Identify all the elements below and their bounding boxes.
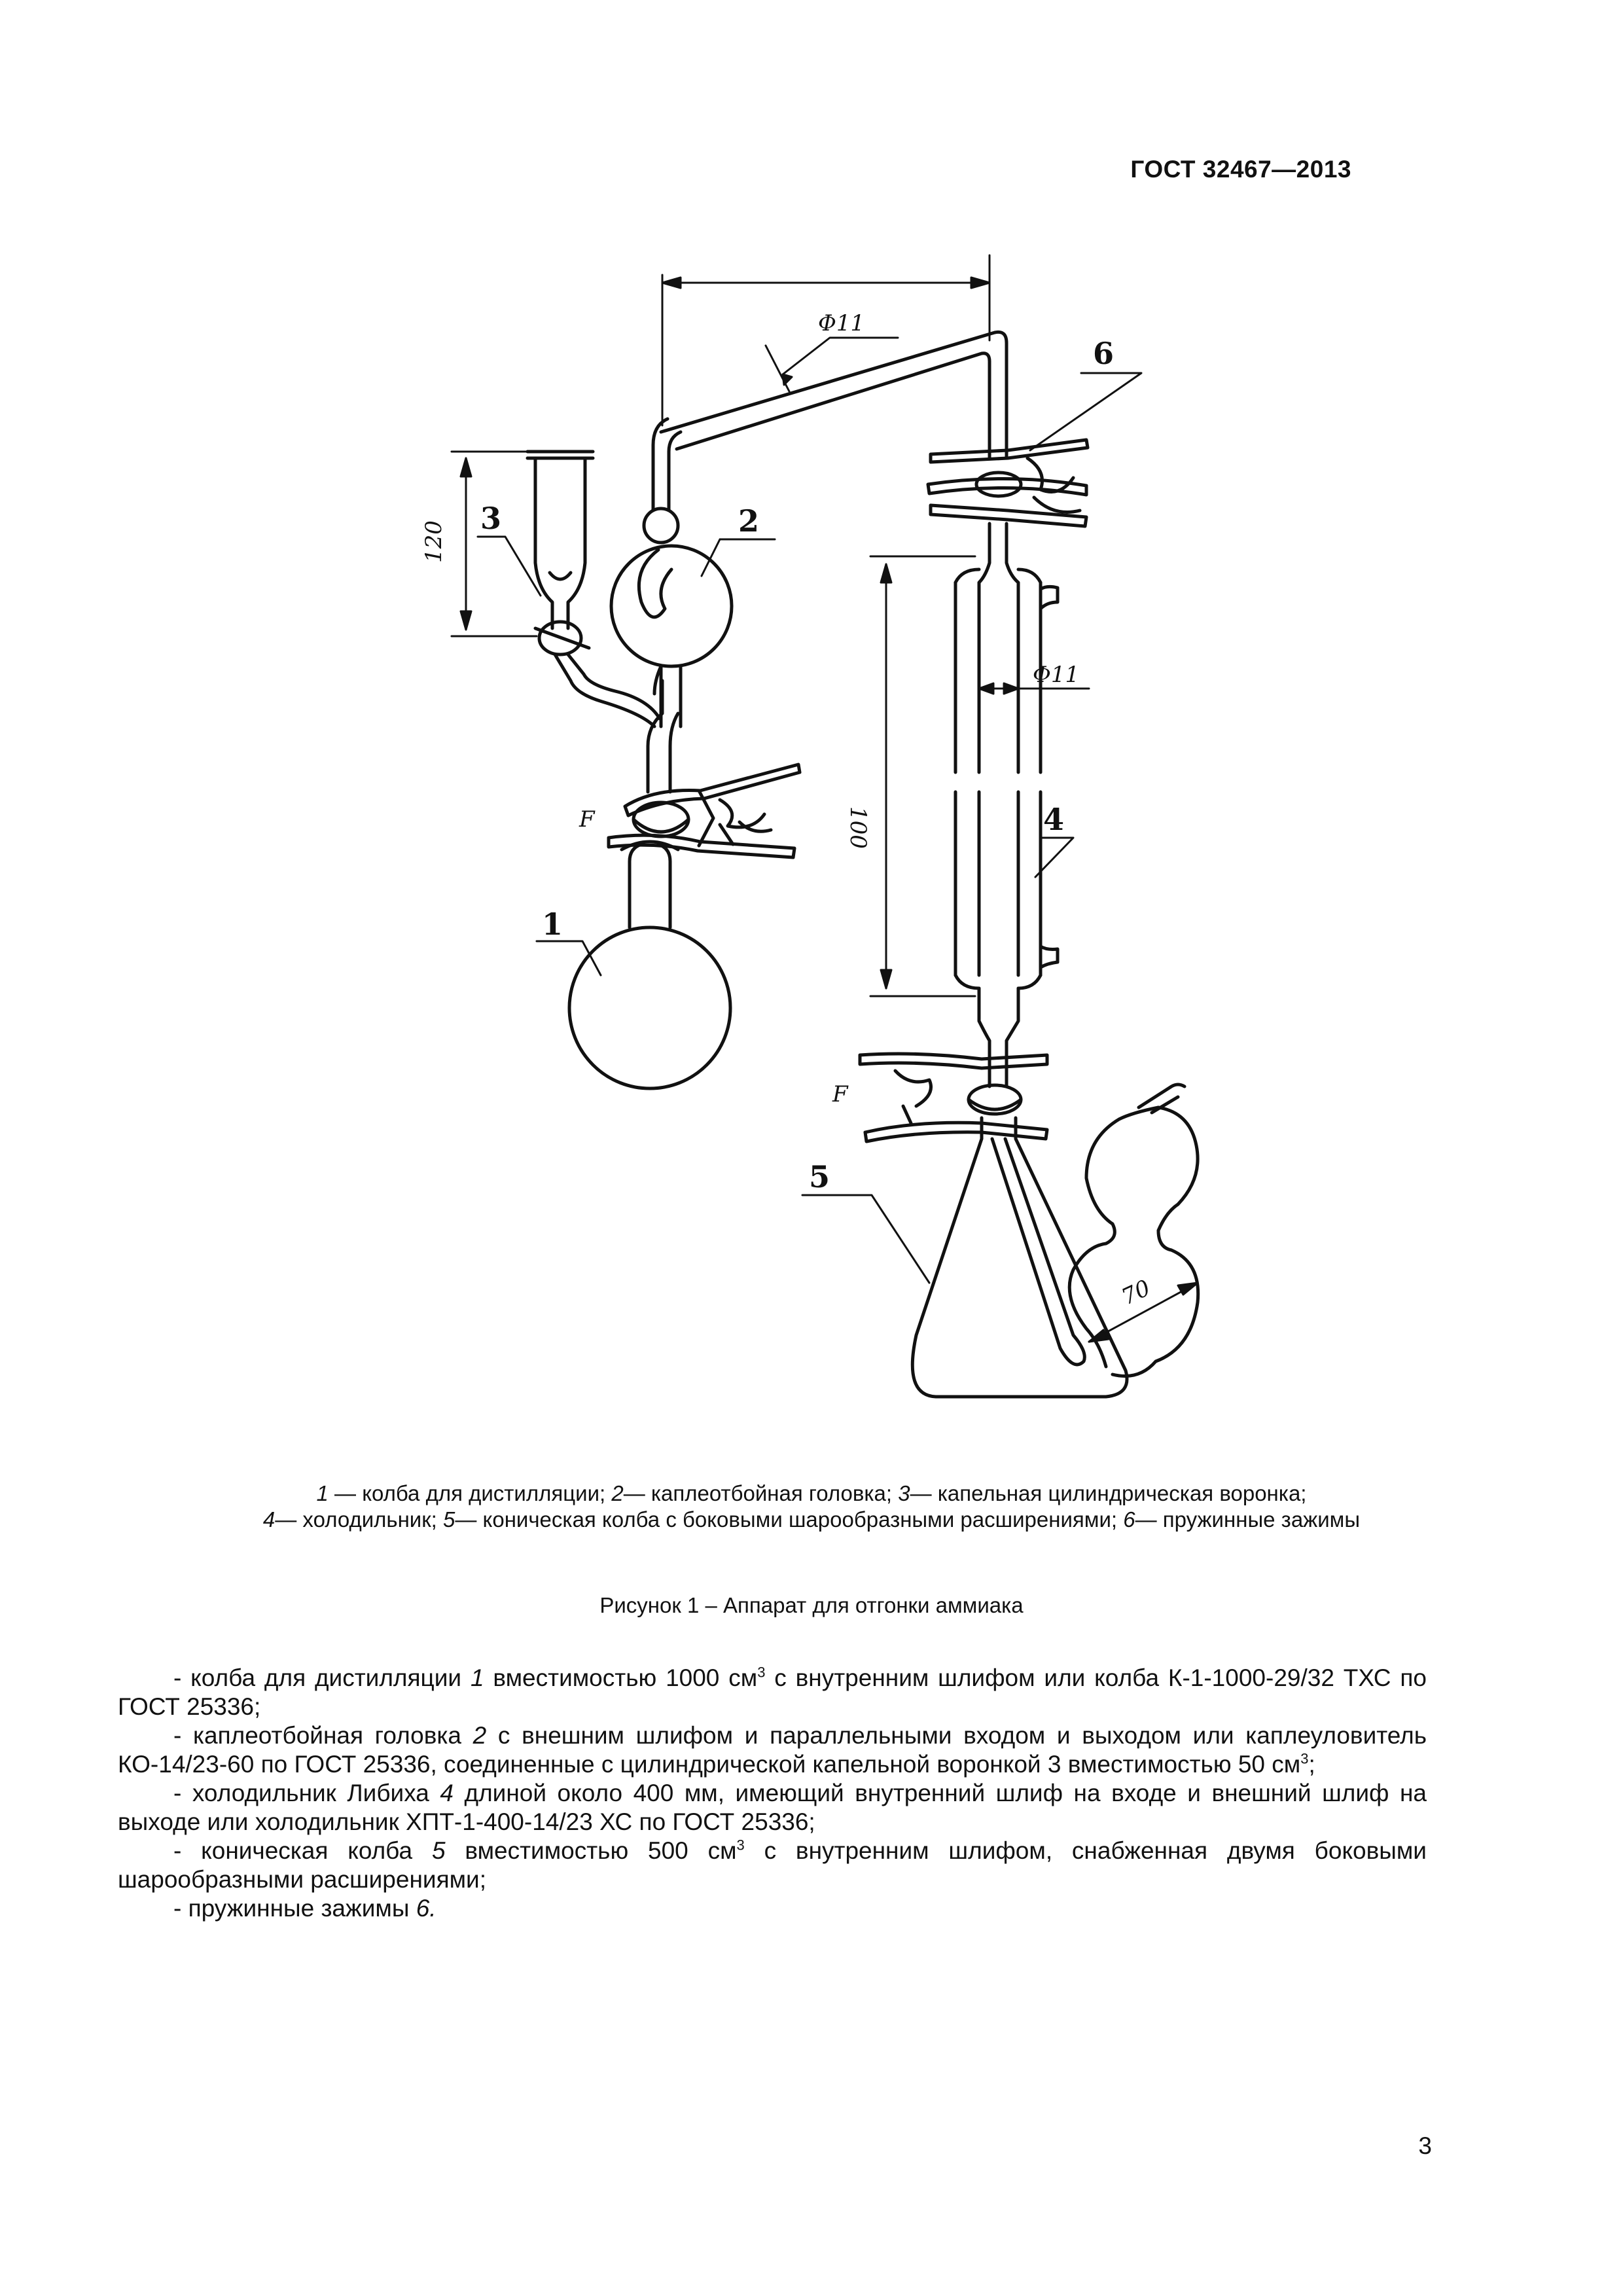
label-5: 5 — [809, 1159, 830, 1194]
condenser-length-label: 100 — [845, 806, 871, 849]
label-6: 6 — [1093, 336, 1115, 371]
legend-text-6: — пружинные зажимы — [1135, 1507, 1361, 1532]
legend-text-5: — коническая колба с боковыми шарообразными расширениями; — [455, 1507, 1124, 1532]
legend-num-4: 4 — [262, 1507, 276, 1532]
phi-condenser-label: Φ11 — [1033, 662, 1080, 688]
list-item: - каплеотбойная головка 2 с внешним шлифом и параллельными входом и выходом или каплеуловитель КО-14/23-60 по ГОСТ 25336, соединенные с цилиндрической капельной воронкой 3 вместимостью 50 $см^3$; — [118, 1722, 1427, 1778]
spring-clamp-upper — [609, 764, 800, 857]
splash-head — [611, 419, 732, 726]
clamp-label-f-lower: F — [832, 1081, 848, 1107]
bulb-diameter-label: 70 — [1117, 1274, 1154, 1311]
legend-text-4: — холодильник; — [275, 1507, 444, 1532]
legend-num-1: 1 — [316, 1481, 329, 1505]
label-1: 1 — [542, 906, 563, 942]
page-number: 3 — [1418, 2132, 1432, 2159]
label-3: 3 — [480, 501, 502, 536]
condenser-length-dimension — [870, 556, 975, 996]
legend-num-6: 6 — [1123, 1507, 1135, 1532]
list-item: - холодильник Либиха 4 длиной около 400 мм, имеющий внутренний шлиф на входе и внешний шлиф на выходе или холодильник ХПТ-1-400-14/23 ХС по ГОСТ 25336; — [118, 1780, 1427, 1835]
flask-neck — [648, 681, 678, 792]
legend-text-3: — капельная цилиндрическая воронка; — [910, 1481, 1307, 1505]
legend-text-2: — каплеотбойная головка; — [623, 1481, 899, 1505]
list-item: - коническая колба 5 вместимостью 500 $см^3$ с внутренним шлифом, снабженная двумя боковыми шарообразными расширениями; — [118, 1837, 1427, 1893]
equipment-list — [118, 1664, 1427, 1923]
label-4: 4 — [1043, 802, 1065, 837]
clamp-label-f-upper: F — [579, 806, 595, 833]
connecting-tube — [661, 332, 1007, 449]
label-2: 2 — [738, 503, 760, 539]
side-bulbs — [1069, 1085, 1198, 1376]
funnel-height-dimension — [452, 452, 537, 636]
figure-caption: Рисунок 1 – Аппарат для отгонки аммиака — [599, 1593, 1024, 1617]
legend-num-2: 2 — [611, 1481, 624, 1505]
document-header: ГОСТ 32467—2013 — [1130, 156, 1351, 183]
list-item: - колба для дистилляции 1 вместимостью 1000 $см^3$ с внутренним шлифом или колба К-1-1000-29/32 ТХС по ГОСТ 25336; — [118, 1664, 1427, 1720]
legend-num-5: 5 — [443, 1507, 455, 1532]
list-item: - пружинные зажимы 6. — [173, 1895, 437, 1922]
phi-top-leader — [766, 338, 898, 391]
legend-num-3: 3 — [898, 1481, 910, 1505]
figure-legend — [216, 1480, 1407, 1533]
phi-top-label: Φ11 — [818, 310, 865, 336]
distillation-flask — [569, 842, 730, 1088]
spring-clamp-lower — [860, 1054, 1047, 1141]
apparatus-figure — [393, 236, 1276, 1466]
legend-text-1: — колба для дистилляции; — [328, 1481, 612, 1505]
funnel-height-label: 120 — [421, 520, 447, 563]
conical-flask — [912, 1118, 1127, 1397]
condenser-outlet — [990, 1060, 1007, 1086]
liebig-condenser — [955, 419, 1058, 1060]
